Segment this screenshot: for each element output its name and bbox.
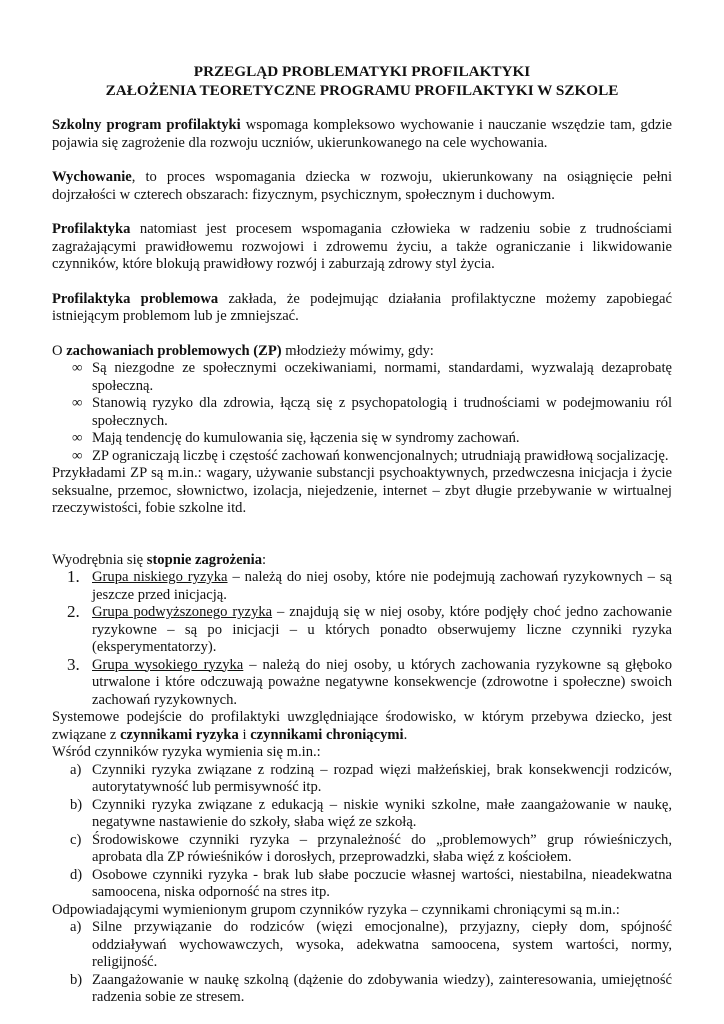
risk-factors-intro: Wśród czynników ryzyka wymienia się m.in.: [52, 744, 321, 760]
list-item [52, 604, 672, 657]
text: i [238, 726, 251, 743]
list-item-text: Zaangażowanie w naukę szkolną (dążenie do zdobywania wiedzy), zainteresowania, umiejętność radzenia sobie ze stresem. [92, 971, 672, 1005]
list-item [52, 430, 672, 448]
infinity-bullet-icon: ∞ [72, 430, 83, 446]
list-item [52, 654, 672, 710]
list-item [52, 919, 672, 972]
group-name: Grupa podwyższonego ryzyka [92, 604, 273, 620]
term: Profilaktyka [52, 221, 131, 237]
list-item [52, 797, 672, 832]
paragraph-text: natomiast jest procesem wspomagania człowieka w radzeniu sobie z trudnościami zagrażającymi prawidłowemu rozwojowi i zdrowemu życiu, a także ograniczanie i likwidowanie czynników, które blokują prawidłowy rozwój i zaburzają zdrowy styl życia. [52, 221, 672, 272]
risk-factors-list [52, 762, 672, 902]
list-item [52, 762, 672, 797]
infinity-bullet-icon: ∞ [72, 360, 83, 376]
zp-examples: Przykładami ZP są m.in.: wagary, używanie substancji psychoaktywnych, przedwczesna inicjacja i życie seksualne, przemoc, słownictwo, izolacja, niejedzenie, internet – zbyt długie przebywanie w wirtualnej rzeczywistości, fobie szkolne itd. [52, 465, 672, 516]
item-letter: d) [70, 866, 83, 883]
protective-factors-intro: Odpowiadającymi wymienionym grupom czynników ryzyka – czynnikami chroniącymi są m.in.: [52, 901, 620, 918]
list-item [52, 569, 672, 604]
list-item-text: Są niezgodne ze społecznymi oczekiwaniami, normami, standardami, wyzwalają dezaprobatę społeczną. [92, 360, 672, 394]
list-item-text: – należą do niej osoby, które nie podejmują zachowań ryzykownych – są jeszcze przed inicjacją. [92, 569, 672, 603]
list-item-text: – należą do niej osoby, u których zachowania ryzykowne są głęboko utrwalone i które odczuwają poważne negatywne konsekwencje (zdrowotne i społeczne) swoich zachowań ryzykownych. [92, 656, 672, 708]
item-letter: a) [70, 919, 82, 935]
list-item-text: ZP ograniczają liczbę i częstość zachowań konwencjonalnych; utrudniają prawidłową socjalizację. [92, 447, 669, 464]
item-letter: b) [70, 796, 83, 813]
item-number: 3. [67, 654, 80, 674]
text: . [403, 726, 408, 743]
zp-intro [52, 343, 672, 361]
text: Wyodrębnia się [52, 551, 147, 568]
list-item [52, 832, 672, 867]
item-letter: c) [70, 831, 82, 848]
list-item-text: Środowiskowe czynniki ryzyka – przynależność do „problemowych” grup rówieśniczych, aprobata dla ZP rówieśników i dorosłych, przeprowadzki, słaba więź z kościołem. [92, 831, 672, 865]
protective-factors-list [52, 919, 672, 1007]
title-line-1: PRZEGLĄD PROBLEMATYKI PROFILAKTYKI [193, 63, 531, 80]
group-name: Grupa niskiego ryzyka [92, 569, 228, 585]
list-item [52, 867, 672, 902]
term: Profilaktyka problemowa [52, 290, 219, 307]
list-item-text: Silne przywiązanie do rodziców (więzi emocjonalne), przyjazny, ciepły dom, spójność oddziaływań wychowawczych, wysoka, adekwatna samoocena, system wartości, normy, religijność. [92, 919, 672, 970]
item-letter: a) [70, 761, 82, 778]
term: zachowaniach problemowych (ZP) [66, 342, 282, 359]
text: : [262, 551, 267, 568]
risk-levels-intro [52, 552, 672, 570]
group-name: Grupa wysokiego ryzyka [92, 656, 244, 673]
item-letter: b) [70, 971, 83, 988]
list-item [52, 448, 672, 466]
list-item [52, 360, 672, 395]
systemic-approach [52, 709, 672, 744]
list-item-text: Stanowią ryzyko dla zdrowia, łączą się z psychopatologią i trudnościami w podejmowaniu ról społecznych. [92, 395, 672, 429]
spacer [52, 535, 672, 552]
text: młodzieży mówimy, gdy: [281, 342, 434, 359]
zp-criteria-list [52, 360, 672, 465]
item-number: 1. [67, 567, 80, 586]
infinity-bullet-icon: ∞ [72, 447, 83, 464]
infinity-bullet-icon: ∞ [72, 395, 83, 411]
term: czynnikami chroniącymi [250, 726, 404, 743]
paragraph-school-program [52, 117, 672, 152]
text: O [52, 342, 67, 359]
list-item [52, 395, 672, 430]
list-item [52, 972, 672, 1007]
list-item-text: Czynniki ryzyka związane z edukacją – niskie wyniki szkolne, małe zaangażowanie w naukę, negatywne nastawienie do szkoły, słaba więź ze szkołą. [92, 796, 672, 830]
term: czynnikami ryzyka [120, 726, 239, 743]
title-line-2: ZAŁOŻENIA TEORETYCZNE PROGRAMU PROFILAKTYKI W SZKOLE [105, 82, 619, 99]
paragraph-text: , to proces wspomagania dziecka w rozwoju, ukierunkowany na osiągnięcie pełni dojrzałości w czterech obszarach: fizycznym, psychicznym, społecznym i duchowym. [52, 169, 672, 203]
paragraph-prevention [52, 221, 672, 274]
list-item-text: Osobowe czynniki ryzyka - brak lub słabe poczucie własnej wartości, niestabilna, nieadekwatna samoocena, niska odporność na stres itp. [92, 866, 672, 900]
risk-levels-list [52, 569, 672, 709]
term: stopnie zagrożenia [146, 551, 263, 568]
list-item-text: – znajdują się w niej osoby, które podjęły choć jedno zachowanie ryzykowne – są po inicjacji – u których ponadto obserwujemy liczne czynniki ryzyka (eksperymentatorzy). [92, 604, 672, 655]
list-item-text: Mają tendencję do kumulowania się, łączenia się w syndromy zachowań. [92, 430, 520, 446]
paragraph-text: zakłada, że podejmując działania profilaktyczne możemy zapobiegać istniejącym problemom lub je zmniejszać. [52, 290, 673, 324]
paragraph-text: wspomaga kompleksowo wychowanie i nauczanie wszędzie tam, gdzie pojawia się zagrożenie dla rozwoju uczniów, ukierunkowanego na cele wychowania. [52, 117, 672, 151]
item-number: 2. [67, 602, 80, 621]
term: Szkolny program profilaktyki [52, 117, 241, 133]
paragraph-upbringing [52, 169, 672, 204]
paragraph-problem-prevention [52, 291, 672, 326]
term: Wychowanie [52, 169, 132, 185]
page-title [52, 62, 672, 100]
list-item-text: Czynniki ryzyka związane z rodziną – rozpad więzi małżeńskiej, brak konsekwencji rodziców, autorytatywność lub permisywność itp. [92, 761, 672, 795]
text: Systemowe podejście do profilaktyki uwzględniające środowisko, w którym przebywa dziecko, jest związane z [52, 709, 672, 743]
